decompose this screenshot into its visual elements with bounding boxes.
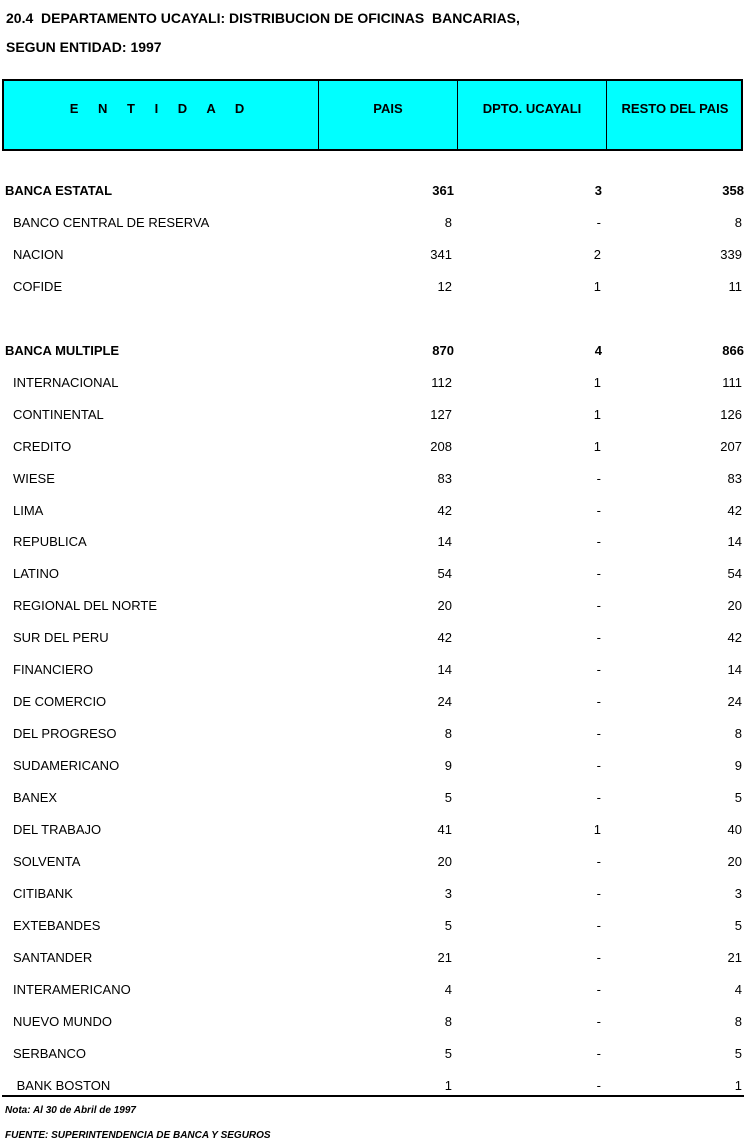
ucayali-value: - (596, 726, 601, 741)
ucayali-value: - (596, 694, 601, 709)
pais-value: 41 (437, 822, 452, 837)
table-row (0, 758, 747, 778)
pais-value: 8 (444, 1014, 452, 1029)
ucayali-value: - (596, 886, 601, 901)
table-row (0, 790, 747, 810)
entity-name: COFIDE (13, 279, 63, 294)
pais-value: 20 (437, 854, 452, 869)
header-dpto-ucayali (458, 81, 607, 149)
ucayali-value: - (596, 471, 601, 486)
pais-value: 208 (430, 439, 452, 454)
header-entidad (4, 81, 319, 149)
resto-value: 11 (728, 279, 742, 294)
table-row (0, 694, 747, 714)
ucayali-value: - (596, 630, 601, 645)
table-source: FUENTE: SUPERINTENDENCIA DE BANCA Y SEGUROS (5, 1130, 271, 1141)
entity-name: SUDAMERICANO (13, 758, 120, 773)
ucayali-value: - (596, 1014, 601, 1029)
table-row (0, 375, 747, 395)
header-resto-del-pais-label: RESTO DEL PAIS (621, 101, 729, 116)
entity-name: NUEVO MUNDO (13, 1014, 112, 1029)
entity-name: BANCA ESTATAL (5, 183, 113, 198)
resto-value: 14 (727, 662, 742, 677)
entity-name: WIESE (13, 471, 55, 486)
ucayali-value: 1 (593, 439, 601, 454)
entity-name: FINANCIERO (13, 662, 94, 677)
ucayali-value: - (596, 854, 601, 869)
table-row (0, 630, 747, 650)
header-entidad-label: E N T I D A D (69, 101, 253, 116)
resto-value: 21 (727, 950, 742, 965)
entity-name: DE COMERCIO (13, 694, 107, 709)
pais-value: 870 (432, 343, 454, 358)
resto-value: 1 (734, 1078, 742, 1093)
pais-value: 127 (430, 407, 452, 422)
table-row (0, 726, 747, 746)
table-row (0, 407, 747, 427)
entity-name: CONTINENTAL (13, 407, 104, 422)
resto-value: 40 (727, 822, 742, 837)
pais-value: 341 (430, 247, 452, 262)
resto-value: 8 (734, 726, 742, 741)
resto-value: 866 (722, 343, 744, 358)
table-row (0, 247, 747, 267)
pais-value: 54 (437, 566, 452, 581)
resto-value: 8 (734, 215, 742, 230)
ucayali-value: - (596, 215, 601, 230)
table-row (0, 1046, 747, 1066)
resto-value: 111 (722, 375, 742, 390)
pais-value: 42 (437, 503, 452, 518)
table-row (0, 982, 747, 1002)
entity-name: SOLVENTA (13, 854, 81, 869)
ucayali-value: 2 (593, 247, 601, 262)
header-resto-del-pais (607, 81, 743, 149)
table-row (0, 950, 747, 970)
resto-value: 42 (727, 630, 742, 645)
pais-value: 42 (437, 630, 452, 645)
entity-name: SERBANCO (13, 1046, 86, 1061)
pais-value: 3 (444, 886, 452, 901)
pais-value: 112 (431, 375, 452, 390)
resto-value: 83 (727, 471, 742, 486)
group-row (0, 343, 747, 363)
table-row (0, 598, 747, 618)
table-bottom-rule (2, 1095, 744, 1097)
table-row (0, 279, 747, 299)
table-header (2, 79, 743, 151)
pais-value: 24 (437, 694, 452, 709)
resto-value: 358 (722, 183, 744, 198)
page-subtitle: SEGUN ENTIDAD: 1997 (6, 39, 162, 55)
pais-value: 83 (437, 471, 452, 486)
entity-name: BANK BOSTON (13, 1078, 111, 1093)
ucayali-value: - (596, 1078, 601, 1093)
entity-name: INTERAMERICANO (13, 982, 131, 997)
table-row (0, 471, 747, 491)
header-dpto-ucayali-label: DPTO. UCAYALI (482, 101, 582, 116)
resto-value: 20 (727, 854, 742, 869)
resto-value: 42 (727, 503, 742, 518)
ucayali-value: - (596, 790, 601, 805)
table-row (0, 534, 747, 554)
entity-name: BANCO CENTRAL DE RESERVA (13, 215, 210, 230)
resto-value: 9 (734, 758, 742, 773)
resto-value: 20 (727, 598, 742, 613)
pais-value: 21 (437, 950, 452, 965)
entity-name: LATINO (13, 566, 59, 581)
table-row (0, 886, 747, 906)
resto-value: 5 (734, 918, 742, 933)
ucayali-value: - (596, 918, 601, 933)
entity-name: CREDITO (13, 439, 72, 454)
pais-value: 14 (437, 534, 452, 549)
pais-value: 8 (444, 215, 452, 230)
group-row (0, 183, 747, 203)
entity-name: REPUBLICA (13, 534, 87, 549)
ucayali-value: 1 (593, 822, 601, 837)
table-row (0, 822, 747, 842)
header-pais-label: PAIS (373, 101, 403, 116)
ucayali-value: 3 (594, 183, 602, 198)
ucayali-value: 1 (593, 375, 601, 390)
ucayali-value: - (596, 566, 601, 581)
entity-name: LIMA (13, 503, 44, 518)
ucayali-value: - (596, 662, 601, 677)
entity-name: BANEX (13, 790, 58, 805)
pais-value: 12 (437, 279, 452, 294)
entity-name: BANCA MULTIPLE (5, 343, 120, 358)
resto-value: 8 (734, 1014, 742, 1029)
ucayali-value: 1 (593, 407, 601, 422)
entity-name: REGIONAL DEL NORTE (13, 598, 157, 613)
pais-value: 8 (444, 726, 452, 741)
ucayali-value: - (596, 503, 601, 518)
pais-value: 5 (444, 1046, 452, 1061)
table-note: Nota: Al 30 de Abril de 1997 (5, 1105, 136, 1116)
pais-value: 4 (444, 982, 452, 997)
resto-value: 5 (734, 790, 742, 805)
resto-value: 126 (720, 407, 742, 422)
ucayali-value: 4 (594, 343, 602, 358)
table-row (0, 439, 747, 459)
pais-value: 5 (444, 790, 452, 805)
ucayali-value: 1 (593, 279, 601, 294)
table-row (0, 215, 747, 235)
ucayali-value: - (596, 534, 601, 549)
resto-value: 14 (727, 534, 742, 549)
page-title: 20.4 DEPARTAMENTO UCAYALI: DISTRIBUCION DE OFICINAS BANCARIAS, (6, 10, 520, 26)
entity-name: DEL PROGRESO (13, 726, 117, 741)
ucayali-value: - (596, 598, 601, 613)
pais-value: 1 (444, 1078, 452, 1093)
resto-value: 339 (720, 247, 742, 262)
ucayali-value: - (596, 982, 601, 997)
pais-value: 5 (444, 918, 452, 933)
entity-name: INTERNACIONAL (13, 375, 119, 390)
table-row (0, 503, 747, 523)
ucayali-value: - (596, 950, 601, 965)
resto-value: 5 (734, 1046, 742, 1061)
resto-value: 54 (727, 566, 742, 581)
entity-name: CITIBANK (13, 886, 73, 901)
table-row (0, 854, 747, 874)
pais-value: 361 (432, 183, 454, 198)
entity-name: SANTANDER (13, 950, 93, 965)
table-row (0, 566, 747, 586)
table-row (0, 1014, 747, 1034)
entity-name: NACION (13, 247, 64, 262)
entity-name: EXTEBANDES (13, 918, 101, 933)
resto-value: 4 (734, 982, 742, 997)
ucayali-value: - (596, 1046, 601, 1061)
resto-value: 24 (727, 694, 742, 709)
table-row (0, 918, 747, 938)
header-pais (319, 81, 458, 149)
resto-value: 207 (720, 439, 742, 454)
resto-value: 3 (734, 886, 742, 901)
entity-name: DEL TRABAJO (13, 822, 102, 837)
pais-value: 20 (437, 598, 452, 613)
ucayali-value: - (596, 758, 601, 773)
table-row (0, 662, 747, 682)
pais-value: 14 (437, 662, 452, 677)
pais-value: 9 (444, 758, 452, 773)
entity-name: SUR DEL PERU (13, 630, 109, 645)
